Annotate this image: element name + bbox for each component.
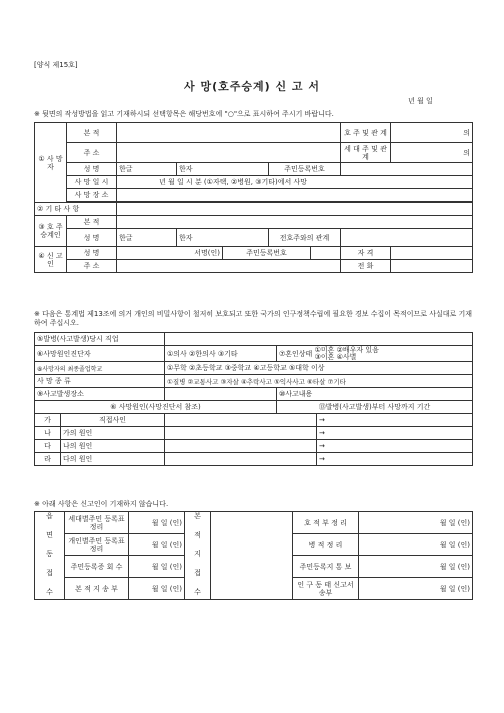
place-option[interactable]: ③기타)에서 사망	[255, 178, 308, 186]
accident-content-label: ⑩사고내용	[279, 390, 313, 398]
reporter-rrn-field[interactable]	[311, 247, 341, 260]
death-place-field[interactable]	[117, 189, 473, 202]
hoju-rel-label: 호 주 및 관 계	[341, 123, 391, 143]
reporter-phone-label: 전 화	[341, 260, 391, 273]
cause-key: 가	[35, 414, 61, 427]
hanja-label: 한자	[179, 233, 193, 242]
office-date[interactable]: 월 일 (인)	[359, 534, 473, 556]
death-type-options[interactable]: ①질병 ②교통사고 ③자살 ④추락사고 ⑤익사사고 ⑥타살 ⑦기타	[165, 375, 473, 388]
statistics-section	[34, 332, 473, 466]
juso-label: 주 소	[67, 143, 117, 163]
successor-rel-field[interactable]	[341, 229, 473, 247]
period-field[interactable]	[317, 427, 473, 440]
death-datetime-label: 사 망 일 시	[67, 176, 117, 189]
form-number: [양식 제15호]	[34, 61, 78, 69]
reporter-name-label: 성 명	[67, 247, 117, 260]
date-line: 년 월 일	[408, 97, 433, 105]
sign-label: 서명(인)	[194, 249, 220, 257]
cause-key: 라	[35, 453, 61, 466]
cause-field[interactable]	[165, 440, 317, 453]
cause-label: 다의 원인	[61, 453, 165, 466]
eup-myeon-label: 읍 면 동 접 수	[45, 512, 54, 597]
office-date[interactable]: 월 일 (인)	[359, 512, 473, 534]
office-item: 세대별주민 등록표정리	[65, 512, 129, 534]
successor-rel-label: 전호주와의 관계	[269, 229, 341, 247]
sedae-rel-field[interactable]	[391, 143, 473, 163]
office-date[interactable]: 월 일 (인)	[129, 512, 185, 534]
marital-status[interactable]: ⑦혼인상태 ①미혼 ②배우자 있음 ③이혼 ④사별	[277, 346, 473, 362]
name-hangul[interactable]	[117, 163, 177, 176]
period-header: ⑬발병(사고발생)부터 사망까지 기간	[277, 401, 473, 414]
cause-field[interactable]	[165, 414, 317, 427]
death-place-label: 사 망 장 소	[67, 189, 117, 202]
occupation-field[interactable]	[165, 333, 473, 346]
accident-place-label: ⑨사고발생장소	[35, 388, 165, 401]
cause-label: 직접사인	[61, 414, 165, 427]
office-item: 인 구 동 태 신고서송부	[293, 578, 359, 600]
cause-label: 나의 원인	[61, 440, 165, 453]
reporter-juso-label: 주 소	[67, 260, 117, 273]
reporter-juso-field[interactable]	[117, 260, 341, 273]
form-title: 사 망(호주승계) 신 고 서	[183, 80, 320, 93]
reporter-phone-field[interactable]	[391, 260, 473, 273]
office-item: 개인별주민 등록표정리	[65, 534, 129, 556]
bonjeok-label: 본 적	[67, 123, 117, 143]
death-cause-header: ⑥ 사망원인(사망진단서 참조)	[35, 401, 277, 414]
diagnoser-label: ⑥사망원인진단자	[35, 346, 165, 362]
other-matters-field[interactable]	[117, 203, 473, 216]
reporter-sign[interactable]	[117, 247, 223, 260]
name-hanja[interactable]	[177, 163, 269, 176]
office-date[interactable]: 월 일 (인)	[359, 578, 473, 600]
diagnoser-options[interactable]: ①의사 ②한의사 ③기타	[165, 346, 277, 362]
accident-content[interactable]	[277, 388, 473, 401]
period-field[interactable]	[317, 453, 473, 466]
arrow: →	[319, 455, 325, 463]
successor-bonjeok-field[interactable]	[117, 216, 473, 229]
cause-key: 나	[35, 427, 61, 440]
office-item: 호 적 부 정 리	[293, 512, 359, 534]
office-date[interactable]: 월 일 (인)	[129, 534, 185, 556]
name-label: 성 명	[67, 163, 117, 176]
bonjeokji-label: 본 적 지 접 수	[193, 512, 202, 597]
accident-place-field[interactable]	[165, 388, 277, 401]
bonjeok-field[interactable]	[117, 123, 341, 143]
office-item: 주민등록지 통 보	[293, 556, 359, 578]
cause-label: 가의 원인	[61, 427, 165, 440]
arrow: →	[319, 429, 325, 437]
cause-field[interactable]	[165, 427, 317, 440]
instruction-note: ※ 뒷면의 작성방법을 읽고 기재하시되 선택항목은 해당번호에 "○"으로 표시하여 주시기 바랍니다.	[34, 110, 334, 118]
cause-field[interactable]	[165, 453, 317, 466]
deceased-label: ① 사 망 자	[35, 123, 67, 203]
marital-label: ⑦혼인상태	[279, 349, 313, 358]
other-matters-label: ② 기 타 사 항	[35, 203, 117, 216]
successor-name-label: 성 명	[67, 229, 117, 247]
period-field[interactable]	[317, 414, 473, 427]
hoju-rel-field[interactable]	[391, 123, 473, 143]
rrn-label: 주민등록번호	[269, 163, 341, 176]
cause-key: 다	[35, 440, 61, 453]
death-datetime-value: 년 월 일 시 분 (	[159, 178, 207, 186]
rrn-field[interactable]	[341, 163, 473, 176]
successor-bonjeok-label: 본 적	[67, 216, 117, 229]
office-note: ※ 아래 사항은 신고인이 기재하지 않습니다.	[34, 500, 169, 508]
office-blank[interactable]	[211, 512, 293, 600]
death-datetime-field[interactable]	[117, 176, 473, 189]
statistics-note: ※ 다음은 통계법 제13조에 의거 개인의 비밀사항이 철저히 보호되고 또한 국가의 인구정책수립에 필요한 경보 수집이 목적이므로 사실대로 기재하여 주십시오.	[34, 310, 473, 327]
arrow: →	[319, 442, 325, 450]
hangul-label: 한글	[119, 233, 133, 242]
reporter-qual-field[interactable]	[391, 247, 473, 260]
successor-hanja[interactable]	[177, 229, 269, 247]
place-option[interactable]: ①자택,	[206, 178, 229, 186]
office-section	[34, 511, 473, 600]
hangul-label: 한글	[119, 165, 133, 173]
ui-suffix: 의	[463, 128, 470, 137]
reporter-label: ④ 신 고 인	[35, 247, 67, 273]
office-date[interactable]: 월 일 (인)	[359, 556, 473, 578]
office-item: 병 적 정 리	[293, 534, 359, 556]
successor-hangul[interactable]	[117, 229, 177, 247]
period-field[interactable]	[317, 440, 473, 453]
education-label: ⑧사망자의 최종졸업학교	[35, 362, 165, 375]
office-date[interactable]: 월 일 (인)	[129, 556, 185, 578]
reporter-qual-label: 자 격	[341, 247, 391, 260]
sedae-rel-label: 세 대 주 및 관 계	[341, 143, 391, 163]
occupation-label: ⑤발병(사고발생)당시 직업	[35, 333, 165, 346]
office-date[interactable]: 월 일 (인)	[129, 578, 185, 600]
reporter-rrn-label: 주민등록번호	[223, 247, 311, 260]
deceased-section	[34, 122, 473, 273]
office-item: 주민등록증 회 수	[65, 556, 129, 578]
arrow: →	[319, 416, 325, 424]
place-option[interactable]: ②병원,	[230, 178, 253, 186]
hanja-label: 한자	[179, 165, 193, 173]
education-options[interactable]: ①무학 ②초등학교 ③중학교 ④고등학교 ⑤대학 이상	[165, 362, 473, 375]
successor-label: ③ 호 주 승계인	[35, 216, 67, 247]
office-item: 본 적 지 송 부	[65, 578, 129, 600]
juso-field[interactable]	[117, 143, 341, 163]
ui-suffix: 의	[463, 148, 470, 157]
death-type-label: 사 망 종 류	[35, 375, 165, 388]
